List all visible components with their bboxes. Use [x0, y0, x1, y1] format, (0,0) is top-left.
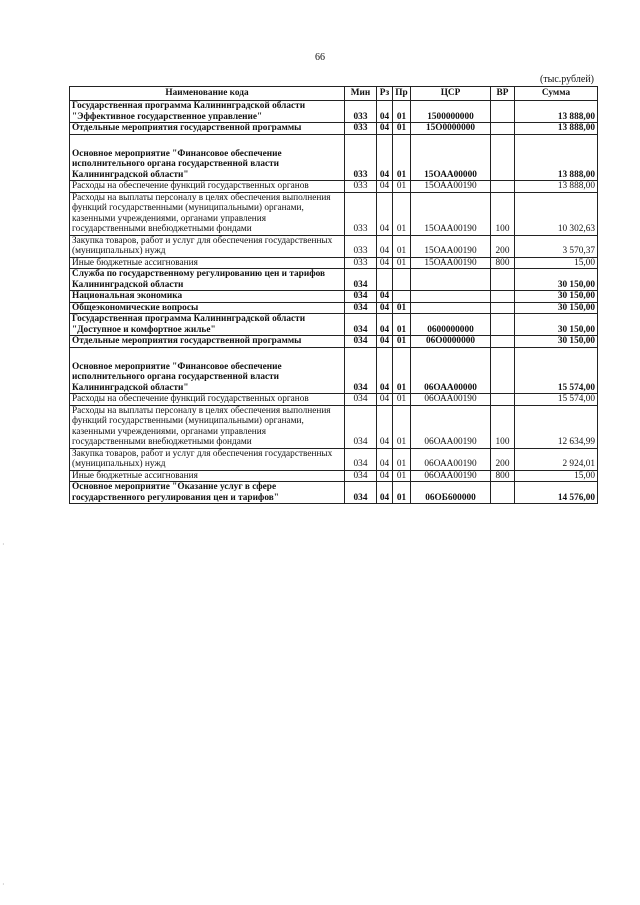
cell-csr: 06ОАА00190 [411, 405, 491, 448]
cell-vr [491, 134, 515, 181]
table-row [70, 405, 598, 448]
table-row [70, 482, 598, 504]
cell-vr: 200 [491, 235, 515, 257]
unit-note: (тыс.рублей) [539, 74, 594, 85]
cell-min: 034 [345, 470, 377, 482]
cell-min: 033 [345, 134, 377, 181]
cell-name: Иные бюджетные ассигнования [70, 257, 345, 269]
cell-rz: 04 [377, 192, 393, 235]
cell-sum: 30 150,00 [515, 302, 598, 314]
cell-pr: 01 [393, 405, 411, 448]
cell-min: 034 [345, 448, 377, 470]
cell-rz: 04 [377, 336, 393, 348]
cell-min: 034 [345, 347, 377, 394]
cell-csr: 06ОАА00190 [411, 448, 491, 470]
cell-rz: 04 [377, 257, 393, 269]
cell-pr: 01 [393, 134, 411, 181]
cell-rz: 04 [377, 394, 393, 406]
cell-vr [491, 314, 515, 336]
cell-rz: 04 [377, 235, 393, 257]
cell-pr [393, 269, 411, 291]
cell-name: Основное мероприятие "Финансовое обеспечение исполнительного органа государственной власти Калининградской области" [70, 347, 345, 394]
cell-sum: 30 150,00 [515, 291, 598, 303]
cell-pr: 01 [393, 235, 411, 257]
cell-sum: 30 150,00 [515, 336, 598, 348]
cell-csr: 15ОАА00190 [411, 257, 491, 269]
cell-pr: 01 [393, 314, 411, 336]
cell-pr: 01 [393, 448, 411, 470]
cell-vr [491, 123, 515, 135]
cell-pr: 01 [393, 302, 411, 314]
cell-name: Общеэкономические вопросы [70, 302, 345, 314]
cell-sum: 13 888,00 [515, 123, 598, 135]
cell-csr [411, 291, 491, 303]
cell-csr: 15О0000000 [411, 123, 491, 135]
cell-rz: 04 [377, 482, 393, 504]
cell-min: 034 [345, 291, 377, 303]
cell-vr [491, 347, 515, 394]
cell-name: Отдельные мероприятия государственной программы [70, 123, 345, 135]
cell-sum: 30 150,00 [515, 314, 598, 336]
cell-csr: 15ОАА00000 [411, 134, 491, 181]
cell-min: 034 [345, 405, 377, 448]
table-row [70, 302, 598, 314]
cell-rz: 04 [377, 181, 393, 193]
cell-name: Отдельные мероприятия государственной программы [70, 336, 345, 348]
cell-csr: 15ОАА00190 [411, 192, 491, 235]
cell-csr: 06ОАА00000 [411, 347, 491, 394]
table-row [70, 257, 598, 269]
cell-name: Расходы на обеспечение функций государственных органов [70, 394, 345, 406]
cell-rz: 04 [377, 448, 393, 470]
cell-pr: 01 [393, 394, 411, 406]
cell-sum: 30 150,00 [515, 269, 598, 291]
cell-name: Иные бюджетные ассигнования [70, 470, 345, 482]
cell-sum: 15 574,00 [515, 347, 598, 394]
cell-rz: 04 [377, 470, 393, 482]
table-row [70, 448, 598, 470]
cell-name: Расходы на выплаты персоналу в целях обеспечения выполнения функций государственными (муниципальными) органами, казенными учреждениями, органами управления государственными внебюджетными фондами [70, 192, 345, 235]
cell-pr: 01 [393, 181, 411, 193]
budget-table [69, 86, 598, 504]
cell-pr: 01 [393, 101, 411, 123]
cell-min: 033 [345, 101, 377, 123]
cell-csr: 0600000000 [411, 314, 491, 336]
cell-sum: 15,00 [515, 470, 598, 482]
cell-pr: 01 [393, 347, 411, 394]
cell-name: Расходы на выплаты персоналу в целях обеспечения выполнения функций государственными (муниципальными) органами, казенными учреждениями, органами управления государственными внебюджетными фондами [70, 405, 345, 448]
table-row [70, 470, 598, 482]
cell-sum: 13 888,00 [515, 134, 598, 181]
cell-csr: 15ОАА00190 [411, 181, 491, 193]
cell-sum: 10 302,63 [515, 192, 598, 235]
cell-rz: 04 [377, 314, 393, 336]
cell-sum: 15,00 [515, 257, 598, 269]
cell-name: Основное мероприятие "Оказание услуг в сфере государственного регулирования цен и тарифов" [70, 482, 345, 504]
cell-csr: 06ОАА00190 [411, 394, 491, 406]
table-row [70, 101, 598, 123]
table-body [70, 101, 598, 504]
cell-rz [377, 269, 393, 291]
cell-rz: 04 [377, 134, 393, 181]
header-min: Мин [345, 87, 377, 101]
cell-rz: 04 [377, 123, 393, 135]
cell-pr [393, 291, 411, 303]
cell-vr [491, 336, 515, 348]
cell-min: 033 [345, 123, 377, 135]
cell-vr [491, 302, 515, 314]
cell-csr: 15ОАА00190 [411, 235, 491, 257]
cell-rz: 04 [377, 347, 393, 394]
table-row [70, 336, 598, 348]
table-row [70, 269, 598, 291]
cell-min: 034 [345, 269, 377, 291]
cell-pr: 01 [393, 123, 411, 135]
cell-name: Основное мероприятие "Финансовое обеспечение исполнительного органа государственной власти Калининградской области" [70, 134, 345, 181]
cell-min: 034 [345, 394, 377, 406]
cell-vr [491, 394, 515, 406]
cell-csr: 1500000000 [411, 101, 491, 123]
header-sum: Сумма [515, 87, 598, 101]
header-vr: ВР [491, 87, 515, 101]
cell-min: 034 [345, 482, 377, 504]
cell-name: Государственная программа Калининградской области "Эффективное государственное управление" [70, 101, 345, 123]
cell-vr [491, 482, 515, 504]
cell-name: Служба по государственному регулированию цен и тарифов Калининградской области [70, 269, 345, 291]
margin-mark: · [2, 880, 5, 889]
cell-sum: 13 888,00 [515, 101, 598, 123]
cell-pr: 01 [393, 192, 411, 235]
cell-name: Государственная программа Калининградской области "Доступное и комфортное жилье" [70, 314, 345, 336]
cell-vr: 100 [491, 405, 515, 448]
cell-min: 034 [345, 336, 377, 348]
cell-sum: 13 888,00 [515, 181, 598, 193]
header-csr: ЦСР [411, 87, 491, 101]
cell-min: 034 [345, 302, 377, 314]
cell-rz: 04 [377, 405, 393, 448]
cell-name: Расходы на обеспечение функций государственных органов [70, 181, 345, 193]
cell-csr: 06ОАА00190 [411, 470, 491, 482]
cell-pr: 01 [393, 257, 411, 269]
cell-min: 033 [345, 181, 377, 193]
table-row [70, 123, 598, 135]
cell-min: 033 [345, 257, 377, 269]
table-row [70, 394, 598, 406]
header-pr: Пр [393, 87, 411, 101]
cell-sum: 3 570,37 [515, 235, 598, 257]
table-row [70, 314, 598, 336]
cell-sum: 14 576,00 [515, 482, 598, 504]
cell-pr: 01 [393, 482, 411, 504]
header-name: Наименование кода [70, 87, 345, 101]
cell-name: Закупка товаров, работ и услуг для обеспечения государственных (муниципальных) нужд [70, 448, 345, 470]
table-row [70, 134, 598, 181]
margin-mark: · [2, 540, 5, 549]
cell-min: 034 [345, 314, 377, 336]
cell-min: 033 [345, 235, 377, 257]
table-row [70, 181, 598, 193]
page-number: 66 [315, 52, 325, 63]
cell-csr [411, 302, 491, 314]
cell-sum: 12 634,99 [515, 405, 598, 448]
cell-vr [491, 101, 515, 123]
cell-vr: 800 [491, 257, 515, 269]
table-row [70, 235, 598, 257]
table-row [70, 347, 598, 394]
cell-name: Закупка товаров, работ и услуг для обеспечения государственных (муниципальных) нужд [70, 235, 345, 257]
cell-rz: 04 [377, 101, 393, 123]
header-rz: Рз [377, 87, 393, 101]
cell-vr [491, 291, 515, 303]
cell-vr: 100 [491, 192, 515, 235]
cell-rz: 04 [377, 291, 393, 303]
cell-name: Национальная экономика [70, 291, 345, 303]
cell-rz: 04 [377, 302, 393, 314]
cell-vr [491, 269, 515, 291]
cell-csr: 06ОБ600000 [411, 482, 491, 504]
table-header-row [70, 87, 598, 101]
table-row [70, 192, 598, 235]
cell-min: 033 [345, 192, 377, 235]
cell-sum: 2 924,01 [515, 448, 598, 470]
cell-vr: 200 [491, 448, 515, 470]
cell-csr: 06О0000000 [411, 336, 491, 348]
cell-csr [411, 269, 491, 291]
table-row [70, 291, 598, 303]
cell-sum: 15 574,00 [515, 394, 598, 406]
cell-pr: 01 [393, 470, 411, 482]
cell-vr: 800 [491, 470, 515, 482]
cell-pr: 01 [393, 336, 411, 348]
cell-vr [491, 181, 515, 193]
